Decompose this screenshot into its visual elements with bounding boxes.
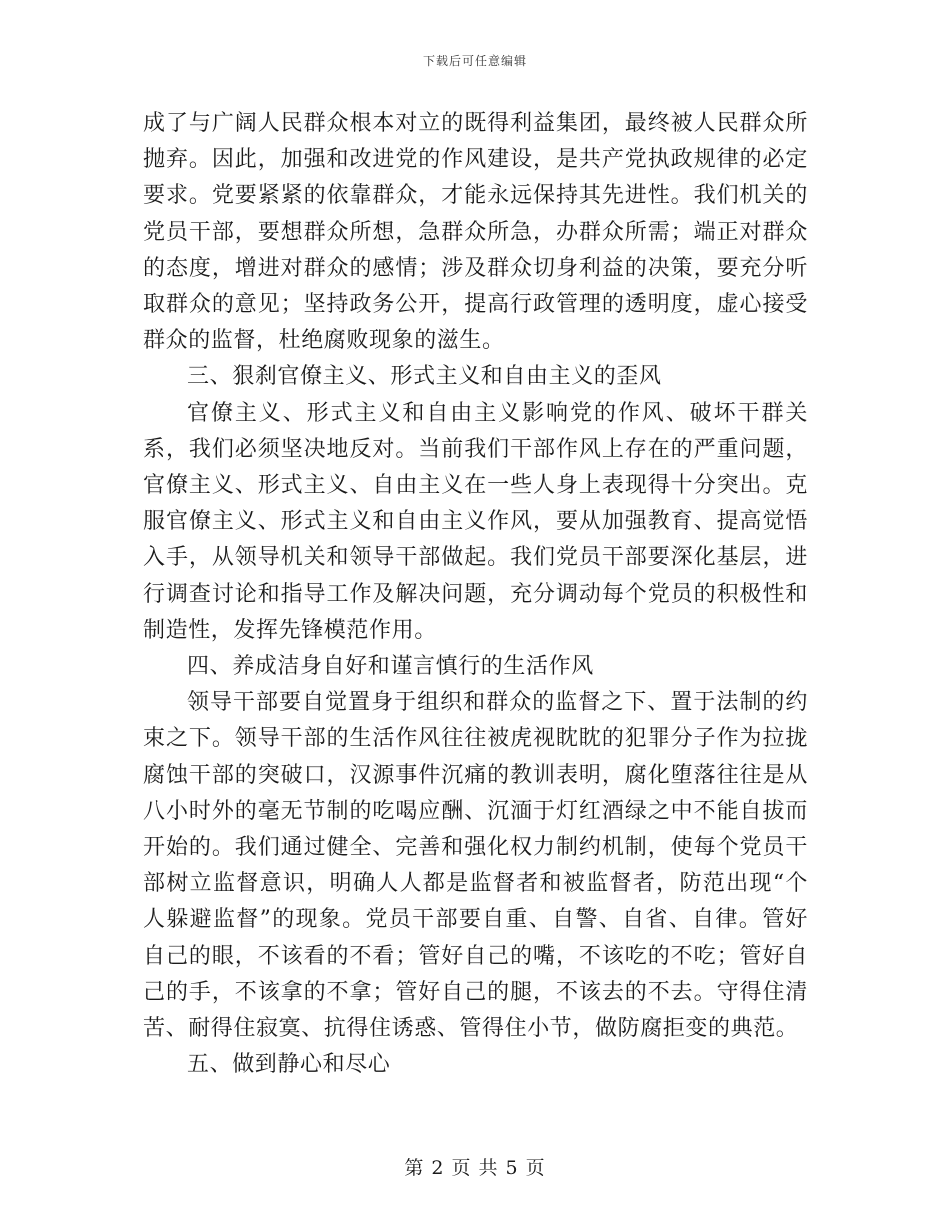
page-number: 第 2 页 共 5 页 [404,1157,546,1179]
paragraph-section-3: 官僚主义、形式主义和自由主义影响党的作风、破坏干群关系，我们必须坚决地反对。当前我们干部作风上存在的严重问题，官僚主义、形式主义、自由主义在一些人身上表现得十分突出。克服官僚主义、形式主义和自由主义作风，要从加强教育、提高觉悟入手，从领导机关和领导干部做起。我们党员干部要深化基层，进行调查讨论和指导工作及解决问题，充分调动每个党员的积极性和制造性，发挥先锋模范作用。 [143,400,808,643]
document-body [143,106,808,1083]
section-heading-4: 四、养成洁身自好和谨言慎行的生活作风 [187,654,594,680]
page-header-note: 下载后可任意编辑 [422,54,527,68]
paragraph-section-4: 领导干部要自觉置身于组织和群众的监督之下、置于法制的约束之下。领导干部的生活作风往往被虎视眈眈的犯罪分子作为拉拢腐蚀干部的突破口，汉源事件沉痛的教训表明，腐化堕落往往是从八小时外的毫无节制的吃喝应酬、沉湎于灯红酒绿之中不能自拔而开始的。我们通过健全、完善和强化权力制约机制，使每个党员干部树立监督意识，明确人人都是监督者和被监督者，防范出现“个人躲避监督”的现象。党员干部要自重、自警、自省、自律。管好自己的眼，不该看的不看；管好自己的嘴，不该吃的不吃；管好自己的手，不该拿的不拿；管好自己的腿，不该去的不去。守得住清苦、耐得住寂寞、抗得住诱惑、管得住小节，做防腐拒变的典范。 [143,690,808,1042]
paragraph-continuation: 成了与广阔人民群众根本对立的既得利益集团，最终被人民群众所抛弃。因此，加强和改进党的作风建设，是共产党执政规律的必定要求。党要紧紧的依靠群众，才能永远保持其先进性。我们机关的党员干部，要想群众所想，急群众所急，办群众所需；端正对群众的态度，增进对群众的感情；涉及群众切身利益的决策，要充分听取群众的意见；坚持政务公开，提高行政管理的透明度，虚心接受群众的监督，杜绝腐败现象的滋生。 [143,111,808,354]
section-heading-5: 五、做到静心和尽心 [187,1052,391,1078]
section-heading-3: 三、狠刹官僚主义、形式主义和自由主义的歪风 [187,364,662,390]
